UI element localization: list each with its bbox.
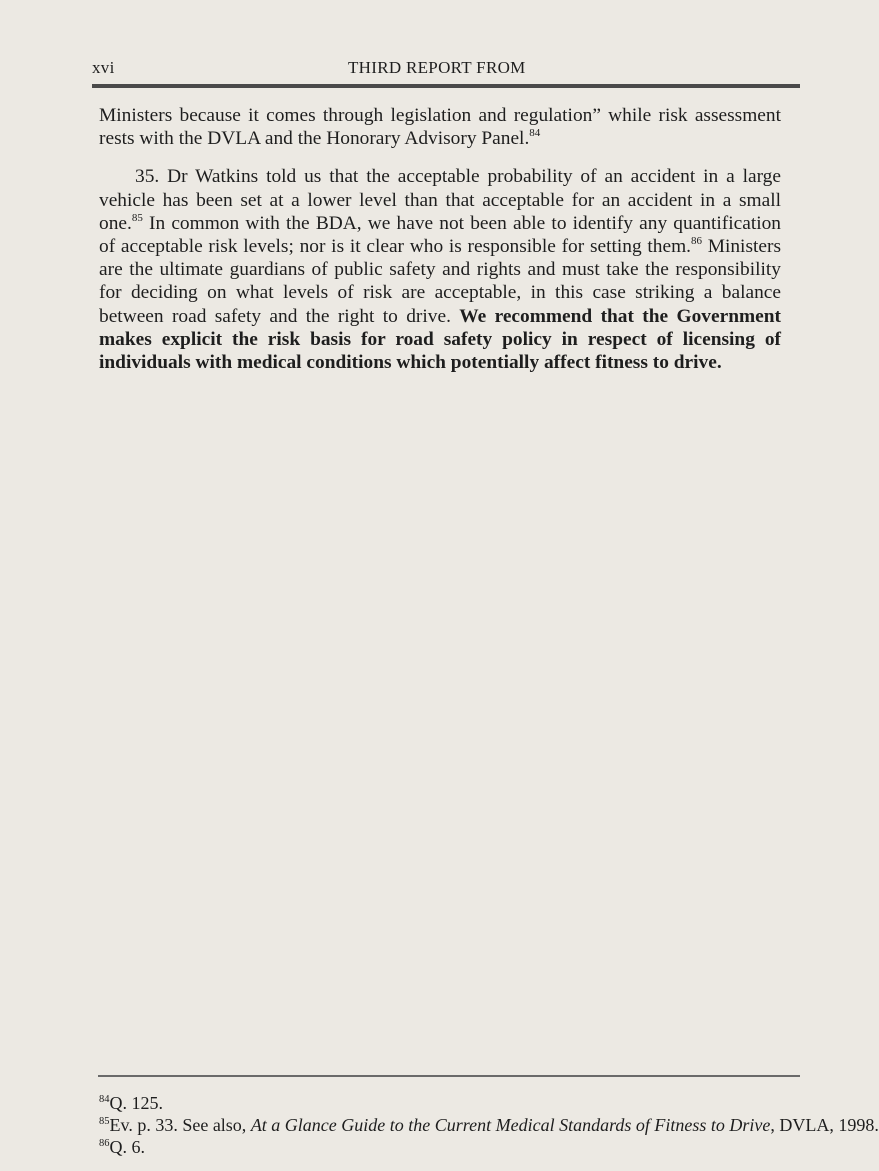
paragraph-text: Ministers because it comes through legislation and regulation” while risk assessment rests with the DVLA and the Honorary Advisory Panel. <box>99 105 781 150</box>
footnotes <box>99 1092 879 1158</box>
footnote-number: 84 <box>99 1094 110 1105</box>
footnote-text: Q. 125. <box>109 1093 163 1113</box>
footnote-rule <box>98 1075 800 1077</box>
paragraph-text: 35. Dr Watkins told us that the acceptable probability of an accident in a large vehicle has been set at a lower level than that acceptable for an accident in a small one. <box>99 166 781 234</box>
footnote-ref: 86 <box>691 235 702 248</box>
header-rule <box>92 84 800 88</box>
paragraph-text: Ministers are the ultimate guardians of public safety and rights and must take the responsibility for deciding on what levels of risk are acceptable, in this case striking a balance between road safety and the right to drive. <box>99 236 781 327</box>
page-header <box>0 58 800 82</box>
paragraph-continuation <box>99 104 781 150</box>
footnote-text: Ev. p. 33. See also, <box>109 1115 251 1135</box>
footnote-ref: 85 <box>131 211 143 224</box>
running-title: THIRD REPORT FROM <box>348 58 526 77</box>
footnote <box>99 1136 779 1158</box>
footnote-ref: 84 <box>529 127 541 140</box>
footnote-text: , DVLA, 1998. <box>770 1115 879 1135</box>
paragraph-text: In common with the BDA, we have not been able to identify any quantification of acceptable risk levels; nor is it clear who is responsible for setting them. <box>99 212 781 258</box>
footnote-number: 85 <box>99 1116 110 1127</box>
page-number: xvi <box>92 58 115 77</box>
footnote-text: Q. 6. <box>109 1137 145 1157</box>
footnote-italic-title: At a Glance Guide to the Current Medical Standards of Fitness to Drive <box>250 1115 771 1135</box>
body-text <box>99 104 781 374</box>
recommendation-text: We recommend that the Government makes explicit the risk basis for road safety policy in respect of licensing of individuals with medical conditions which potentially affect fitness to drive. <box>99 305 781 374</box>
paragraph-35 <box>99 165 781 374</box>
footnote <box>99 1114 879 1136</box>
footnote <box>99 1092 779 1114</box>
footnote-number: 86 <box>99 1138 110 1149</box>
